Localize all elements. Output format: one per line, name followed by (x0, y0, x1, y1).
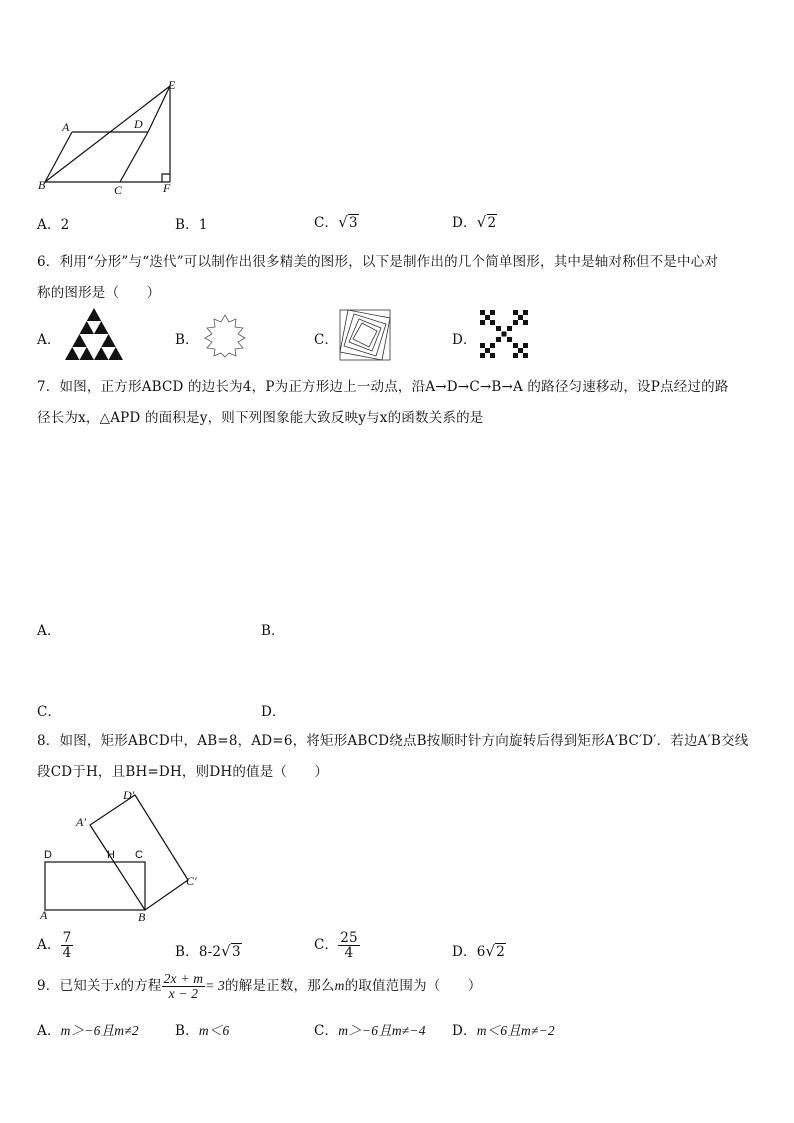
q7-stem-line1: 7．如图，正方形ABCD 的边长为4，P为正方形边上一动点，沿A→D→C→B→A 的路径匀速移动，设P点经过的路 (37, 379, 729, 395)
q5-option-a (37, 213, 69, 233)
q5-option-b (175, 213, 208, 233)
q8-label-D: D (44, 849, 52, 861)
q5-label-C: C (114, 183, 123, 197)
sierpinski-triangle-figure (63, 306, 125, 362)
q5-option-d (452, 211, 497, 231)
q8-stem-line1: 8．如图，矩形ABCD中，AB=8，AD=6，将矩形ABCD绕点B按顺时针方向旋转后得到矩形A′BC′D′．若边A′B交线 (37, 733, 749, 749)
q7-stem-line2: 径长为x，△APD 的面积是y，则下列图象能大致反映y与x的函数关系的是 (37, 410, 484, 426)
q8-label-C-prime: C′ (186, 874, 197, 888)
q8-label-A-prime: A′ (76, 815, 86, 829)
option-letter: C． (314, 215, 339, 231)
q6-option-c-letter: C． (314, 332, 339, 348)
q8-option-c (314, 931, 360, 960)
koch-snowflake-figure (200, 313, 250, 358)
q8-label-A: A (40, 908, 48, 922)
q5-label-F: F (163, 181, 171, 195)
option-letter: D． (452, 1023, 477, 1039)
q5-label-D: D (134, 117, 143, 131)
q5-option-c (314, 211, 359, 231)
q9-option-b (175, 1019, 229, 1039)
option-value: m＞−6且m≠2 (60, 1023, 139, 1038)
q6-stem-line1: 6．利用“分形”与“迭代”可以制作出很多精美的图形，以下是制作出的几个简单图形，其中是轴对称但不是中心对 (37, 254, 719, 270)
q9-option-c (314, 1019, 426, 1039)
option-letter: B． (175, 944, 199, 960)
option-letter: B． (175, 217, 199, 233)
q8-option-b (175, 940, 242, 960)
sqrt-expression: √2 (476, 213, 497, 231)
fraction: $\frac{7}{4}$ (62, 930, 72, 962)
option-letter: C． (314, 937, 339, 954)
q7-option-c: C． (37, 704, 62, 720)
var-m: m (334, 978, 345, 994)
q6-option-a-letter: A． (37, 332, 61, 348)
q6-option-b-letter: B． (175, 332, 199, 348)
q8-label-B: B (138, 910, 146, 924)
q9-option-d (452, 1019, 555, 1039)
q6-option-d-letter: D． (452, 332, 477, 348)
option-letter: A． (37, 217, 61, 233)
fraction: $\frac{25}{4}$ (340, 930, 358, 962)
q8-label-D-prime: D′ (123, 788, 135, 802)
q7-option-a: A． (37, 623, 61, 639)
sqrt-expression: √3 (338, 213, 358, 231)
q8-stem-line2: 段CD于H，且BH=DH，则DH的值是（ ） (37, 764, 329, 780)
equation-rhs: = 3 (205, 978, 226, 994)
option-coefficient: 6 (476, 944, 486, 960)
option-letter: D． (452, 215, 477, 231)
q5-label-A: A (62, 120, 70, 134)
sqrt-expression: √2 (485, 942, 506, 960)
option-letter: B． (175, 1023, 199, 1039)
option-value: m＜6且m≠−2 (476, 1023, 555, 1038)
sqrt-expression: √3 (221, 942, 241, 960)
q8-rotated-rectangle-figure (40, 790, 210, 920)
q8-option-a (37, 931, 73, 960)
q9-stem-prefix: 9．已知关于 (37, 978, 115, 995)
q9-option-a (37, 1019, 139, 1039)
q9-stem (37, 972, 482, 1001)
option-letter: D． (452, 944, 477, 960)
q7-option-d: D． (261, 704, 286, 720)
option-value: m＜6 (198, 1023, 230, 1038)
q9-stem-tail: 的取值范围为（ ） (344, 978, 482, 995)
q9-stem-suffix: 的解是正数，那么 (225, 978, 335, 995)
option-letter: A． (37, 937, 61, 954)
q7-option-b: B． (261, 623, 285, 639)
q9-stem-mid: 的方程 (120, 978, 162, 995)
q8-label-H: H (107, 849, 115, 861)
q5-label-B: B (38, 178, 46, 192)
fractal-x-pattern-figure (478, 308, 530, 360)
option-coefficient: 8-2 (198, 944, 222, 960)
option-letter: C． (314, 1023, 339, 1039)
q8-label-C: C (135, 849, 143, 861)
nested-squares-figure (339, 309, 391, 361)
option-value: m＞−6且m≠−4 (338, 1023, 426, 1038)
equation-fraction: $\frac{2x + m}{x - 2}$ (163, 971, 204, 1002)
var-x: x (114, 978, 121, 994)
option-letter: A． (37, 1023, 61, 1039)
q8-option-d (452, 940, 506, 960)
option-value: 1 (198, 217, 208, 233)
q6-stem-line2: 称的图形是（ ） (37, 285, 161, 301)
q5-label-E: E (168, 78, 176, 92)
option-value: 2 (60, 217, 70, 233)
